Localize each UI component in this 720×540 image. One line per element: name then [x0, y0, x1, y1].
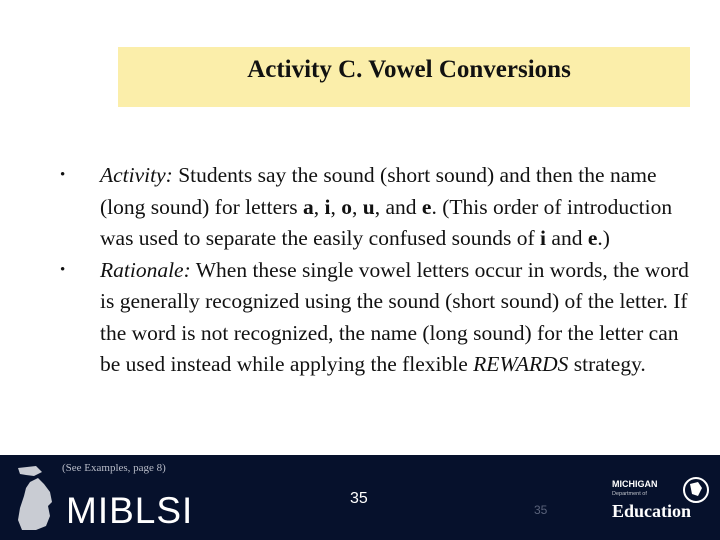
mde-education-text: Education — [612, 501, 692, 521]
michigan-map-icon — [12, 466, 60, 532]
mde-department-text: Department of — [612, 491, 647, 497]
bullet-marker: • — [60, 261, 66, 278]
letter-i: i — [324, 194, 331, 219]
text-segment: , — [352, 194, 363, 219]
slide-title: Activity C. Vowel Conversions — [247, 56, 571, 83]
letter-o: o — [341, 194, 352, 219]
letter-u: u — [362, 194, 375, 219]
bullet-marker: • — [60, 167, 66, 183]
text-segment: .) — [597, 226, 610, 250]
title-box — [118, 47, 690, 107]
page-number: 35 — [350, 490, 368, 507]
text-segment: , — [330, 194, 342, 219]
bullet-rationale — [60, 255, 700, 381]
text-segment: and — [546, 226, 588, 250]
bullet-lead: Rationale: — [100, 257, 191, 282]
mde-seal-icon — [610, 470, 710, 526]
text-segment: When these single vowel letters occur in words, the word is generally recognized using the sound (short sound) of the letter. If the word is not recognized, the name (long sound) for the letter can be used instead while applying the flexible — [100, 257, 689, 376]
text-segment: strategy. — [568, 352, 646, 376]
miblsi-logo — [12, 466, 202, 532]
text-segment: . (This order of introduction was used to separate the easily confused sounds of — [100, 194, 673, 250]
rewards-term: REWARDS — [473, 352, 569, 376]
mde-michigan-text: MICHIGAN — [612, 479, 658, 489]
bullet-activity — [60, 160, 700, 255]
text-segment: , and — [374, 194, 422, 219]
text-segment: , — [313, 194, 325, 219]
bullet-list — [60, 160, 700, 381]
miblsi-wordmark: MIBLSI — [66, 490, 194, 531]
bullet-lead: Activity: — [100, 163, 173, 187]
page-number-secondary: 35 — [534, 503, 548, 517]
text-segment: Students say the sound (short sound) and then the name (long sound) for letters — [100, 163, 657, 219]
letter-e: e — [421, 194, 432, 219]
letter-a: a — [303, 194, 314, 219]
examples-reference: (See Examples, page 8) — [62, 462, 166, 474]
letter-e: e — [587, 226, 598, 250]
letter-i: i — [540, 226, 547, 250]
